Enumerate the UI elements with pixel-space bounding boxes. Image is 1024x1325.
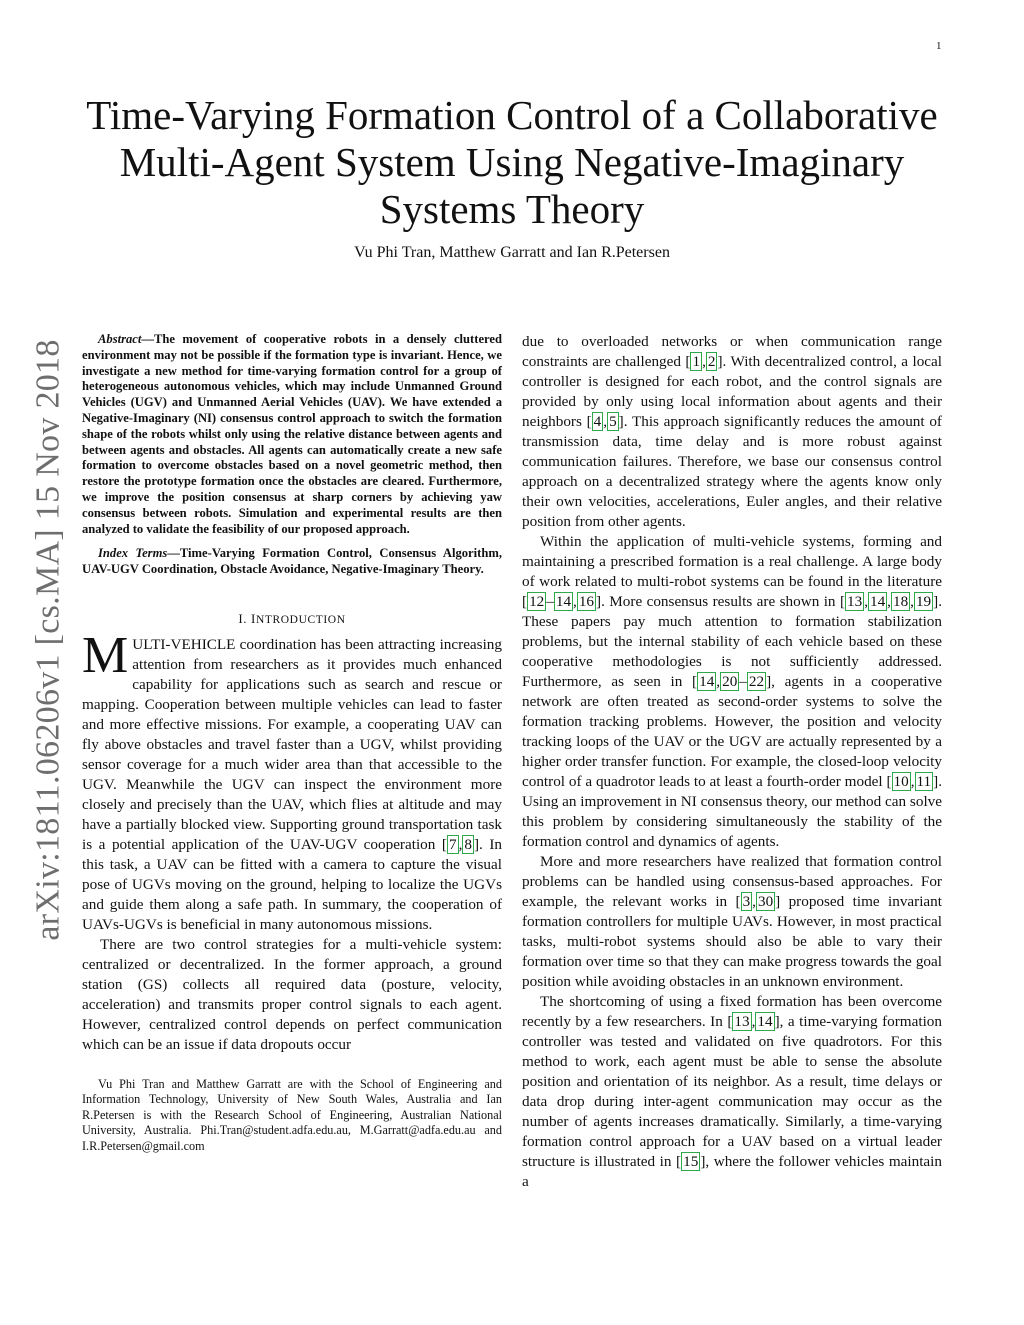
citation-link[interactable]: 4 xyxy=(593,413,602,430)
citation-link[interactable]: 14 xyxy=(699,673,715,690)
right-paragraph-2: Within the application of multi-vehicle systems, forming and maintaining a prescribed formation is a real challenge. A large body of work related to multi-robot systems can be found in the literature [ 12 – 14 , 16 ]. More consensus results are shown in [ 13 , 14 , 18 , 19 ]. These papers pay much attention to formation stabilization problems, but the internal stability of each vehicle based on these cooperative methodologies is not sufficiently addressed. Furthermore, as seen in [ 14 , 20 – 22 ], agents in a cooperative network are often treated as second-order systems to solve the formation tracking problems. However, the position and velocity tracking loops of the UAV or the UGV are actually represented by a higher order transfer function. For example, the closed-loop velocity control of a quadrotor leads to at least a fourth-order model [ 10 , 11 ]. Using an improvement in NI consensus theory, our method can solve this problem by considering simultaneously the stability of the formation control and dynamics of agents. xyxy=(522,533,942,850)
citation-link[interactable]: 14 xyxy=(555,593,572,610)
right-paragraph-1: due to overloaded networks or when communication range constraints are challenged [ 1 , 2 ]. With decentralized control, a local controller is designed for each robot, and the control signals are provided by only using local information about agents and their neighbors [ 4 , 5 ]. This approach significantly reduces the amount of transmission data, time delay and is more robust against communication failures. Therefore, we base our consensus control approach on a decentralized strategy where the agents know only their own velocities, accelerations, Euler angles, and their relative position from other agents. xyxy=(522,333,942,530)
citation-link[interactable]: 14 xyxy=(869,593,886,610)
right-paragraph-4: The shortcoming of using a fixed formation has been overcome recently by a few researchers. In [ 13 , 14 ], a time-varying formation controller was tested and validated on five quadrotors. For this method to work, each agent must be able to sense the absolute position and orientation of its neighbor. As a result, time delays or data drop during inter-agent communication may occur as the number of agents increases dramatically. Similarly, a time-varying formation control approach for a UAV based on a virtual leader structure is illustrated in [ 15 ], where the follower vehicles maintain a xyxy=(522,993,942,1190)
section-heading-introduction: I. INTRODUCTION xyxy=(238,610,346,626)
citation-link[interactable]: 13 xyxy=(734,1013,750,1030)
citation-link[interactable]: 3 xyxy=(742,893,751,910)
citation-link[interactable]: 7 xyxy=(448,835,457,853)
right-column xyxy=(522,332,942,1192)
abstract-label: Abstract xyxy=(98,332,142,346)
intro-paragraph-2: There are two control strategies for a multi-vehicle system: centralized or decentralized. In the former approach, a ground station (GS) collects all required data (posture, velocity, acceleration) and transmits proper control signals to each agent. However, centralized control depends on perfect communication which can be an issue if data dropouts occur xyxy=(82,935,502,1053)
index-terms-text: —Time-Varying Formation Control, Consensus Algorithm, UAV-UGV Coordination, Obstacle Avoidance, Negative-Imaginary Theory. xyxy=(82,546,502,577)
arxiv-stamp xyxy=(14,335,84,945)
citation-link[interactable]: 5 xyxy=(609,413,617,430)
citation-link[interactable]: 14 xyxy=(757,1013,773,1030)
paper-title: Time-Varying Formation Control of a Collaborative Multi-Agent System Using Negative-Imaginary Systems Theory xyxy=(86,92,938,232)
author-affiliation-footnote: Vu Phi Tran and Matthew Garratt are with the School of Engineering and Information Technology, University of New South Wales, Australia and Ian R.Petersen is with the Research School of Engineering, Australian National University, Australia. Phi.Tran@student.adfa.edu.au, M.Garratt@adfa.edu.au and I.R.Petersen@gmail.com xyxy=(82,1076,502,1153)
drop-cap: M xyxy=(82,626,129,684)
citation-link[interactable]: 12 xyxy=(529,593,545,610)
page-number: 1 xyxy=(936,40,942,52)
citation-link[interactable]: 20 xyxy=(722,673,738,690)
citation-link[interactable]: 30 xyxy=(757,893,774,910)
left-column xyxy=(82,332,502,1154)
citation-link[interactable]: 18 xyxy=(892,593,909,610)
citation-link[interactable]: 8 xyxy=(464,835,472,853)
citation-link[interactable]: 16 xyxy=(578,593,595,610)
author-list: Vu Phi Tran, Matthew Garratt and Ian R.Petersen xyxy=(354,244,670,261)
citation-link[interactable]: 1 xyxy=(692,353,701,370)
arxiv-identifier: arXiv:1811.06206v1 [cs.MA] 15 Nov 2018 xyxy=(30,339,67,941)
citation-link[interactable]: 15 xyxy=(683,1153,699,1170)
citation-link[interactable]: 2 xyxy=(707,353,716,370)
intro-paragraph-1: MULTI-VEHICLE coordination has been attracting increasing attention from researchers as it provides much enhanced capability for applications such as search and rescue or mapping. Cooperation between multiple vehicles can lead to faster and more effective missions. For example, a cooperating UAV can fly above obstacles and travel faster than a UGV, whilst providing sensor coverage for a much wider area than that accessible to the UGV. Meanwhile the UGV can inspect the environment more closely and precisely than the UAV, which flies at altitude and may have a partially blocked view. Supporting ground transportation task is a potential application of the UAV-UGV cooperation [ 7 , 8 ]. In this task, a UAV can be fitted with a camera to capture the visual pose of UGVs moving on the ground, helping to localize the UGVs and guide them along a safe path. In summary, the cooperation of UAVs-UGVs is beneficial in many autonomous missions. xyxy=(82,626,502,933)
citation-link[interactable]: 22 xyxy=(748,673,765,690)
citation-link[interactable]: 19 xyxy=(915,593,932,610)
abstract xyxy=(82,332,502,537)
index-terms xyxy=(82,546,502,578)
abstract-text: —The movement of cooperative robots in a densely cluttered environment may not be possible if the formation type is invariant. Hence, we investigate a new method for time-varying formation control for a group of heterogeneous autonomous vehicles, which may include Unmanned Ground Vehicles (UGV) and Unmanned Aerial Vehicles (UAV). We have extended a Negative-Imaginary (NI) consensus control approach to switch the formation shape of the robots whilst only using the relative distance between agents and between agents and obstacles. All agents can automatically create a new safe formation to overcome obstacles based on a novel geometric method, then restore the prototype formation once the obstacles are cleared. Furthermore, we improve the position consensus at sharp corners by achieving yaw consensus between robots. Simulation and experimental results are then analyzed to validate the feasibility of our proposed approach. xyxy=(82,332,502,536)
right-paragraph-3: More and more researchers have realized that formation control problems can be handled using consensus-based approaches. For example, the relevant works in [ 3 , 30 ] proposed time invariant formation controllers for multiple UAVs. However, in most practical tasks, multi-robot systems should also be able to vary their formation over time so that they can make progress towards the goal position while avoiding obstacles in an unknown environment. xyxy=(522,853,942,990)
citation-link[interactable]: 13 xyxy=(847,593,863,610)
citation-link[interactable]: 10 xyxy=(893,773,909,790)
citation-link[interactable]: 11 xyxy=(916,773,932,790)
index-terms-label: Index Terms xyxy=(98,546,168,561)
